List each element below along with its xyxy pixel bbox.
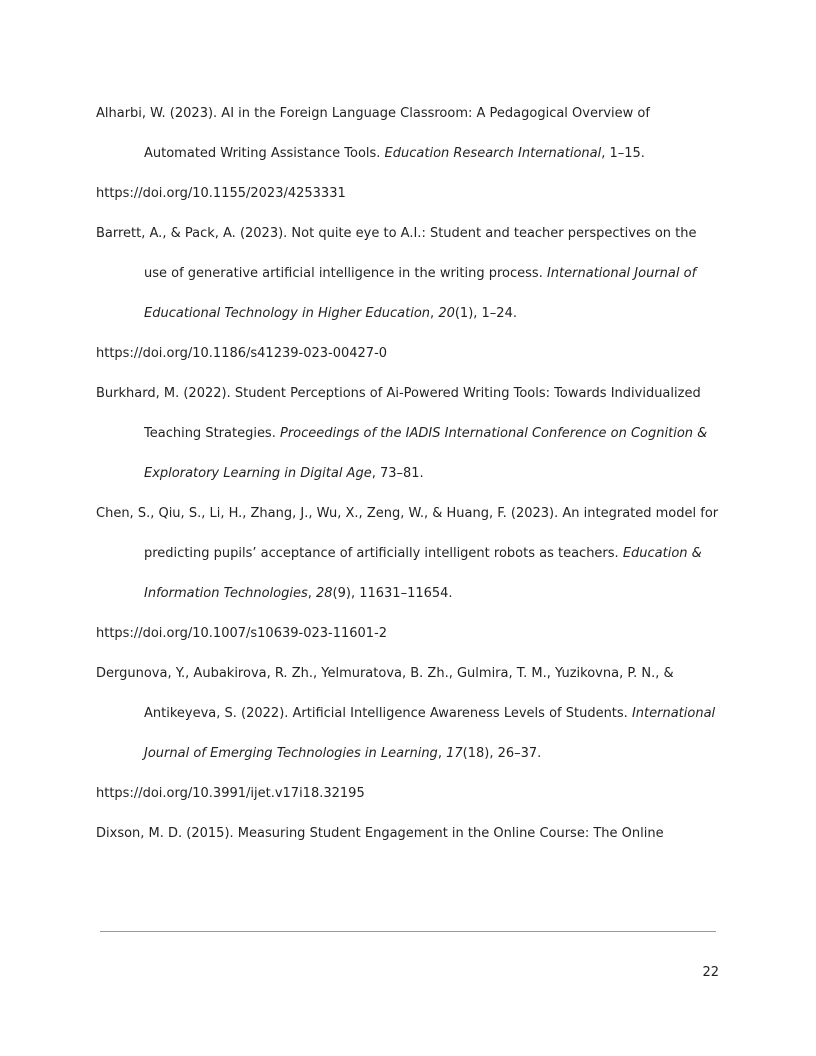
- reference-volume: 20: [438, 306, 455, 321]
- reference-separator: ,: [430, 306, 439, 321]
- reference-pages: , 73–81.: [371, 466, 424, 481]
- reference-list: [96, 94, 721, 854]
- reference-entry: [96, 654, 721, 814]
- reference-doi-link[interactable]: https://doi.org/10.1186/s41239-023-00427-0: [96, 346, 388, 361]
- reference-pages: (1), 1–24.: [454, 306, 517, 321]
- footer-divider: [100, 931, 716, 932]
- reference-doi-link[interactable]: https://doi.org/10.1155/2023/4253331: [96, 186, 346, 201]
- reference-separator: ,: [307, 586, 316, 601]
- reference-text: Chen, S., Qiu, S., Li, H., Zhang, J., Wu, X., Zeng, W., & Huang, F. (2023). An integrated model for predicting pupils’ acceptance of artificially intelligent robots as teachers.: [96, 506, 719, 561]
- reference-text: Burkhard, M. (2022). Student Perceptions of Ai-Powered Writing Tools: Towards Individualized Teaching Strategies.: [96, 386, 701, 441]
- reference-doi-link[interactable]: https://doi.org/10.3991/ijet.v17i18.32195: [96, 786, 365, 801]
- reference-source-title: International Journal of Educational Technology in Higher Education: [144, 266, 697, 321]
- reference-volume: 17: [446, 746, 463, 761]
- reference-pages: (18), 26–37.: [462, 746, 542, 761]
- reference-text: Dixson, M. D. (2015). Measuring Student Engagement in the Online Course: The Online: [96, 826, 664, 841]
- reference-entry: [96, 814, 721, 854]
- reference-text: Dergunova, Y., Aubakirova, R. Zh., Yelmuratova, B. Zh., Gulmira, T. M., Yuzikovna, P. N., & Antikeyeva, S. (2022). Artificial Intelligence Awareness Levels of Students.: [96, 666, 674, 721]
- reference-doi-link[interactable]: https://doi.org/10.1007/s10639-023-11601-2: [96, 626, 388, 641]
- reference-entry: [96, 494, 721, 654]
- reference-text: Barrett, A., & Pack, A. (2023). Not quite eye to A.I.: Student and teacher perspectives on the use of generative artificial intelligence in the writing process.: [96, 226, 697, 281]
- reference-text: Alharbi, W. (2023). AI in the Foreign Language Classroom: A Pedagogical Overview of Automated Writing Assistance Tools.: [96, 106, 650, 161]
- reference-source-title: Education Research International: [384, 146, 602, 161]
- reference-source-title: Education & Information Technologies: [144, 546, 702, 601]
- reference-pages: , 1–15.: [601, 146, 645, 161]
- reference-entry: [96, 374, 721, 494]
- reference-separator: ,: [437, 746, 447, 761]
- reference-pages: (9), 11631–11654.: [332, 586, 453, 601]
- reference-source-title: Proceedings of the IADIS International Conference on Cognition & Exploratory Learning in Digital Age: [144, 426, 708, 481]
- reference-entry: [96, 94, 721, 214]
- reference-volume: 28: [316, 586, 333, 601]
- reference-source-title: International Journal of Emerging Technologies in Learning: [144, 706, 716, 761]
- page-number: 22: [702, 965, 719, 980]
- reference-entry: [96, 214, 721, 374]
